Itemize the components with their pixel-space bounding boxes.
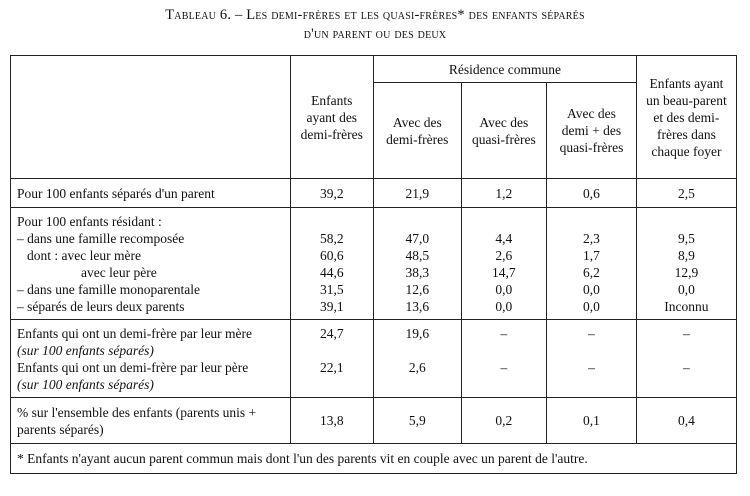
cell: 39,2: [290, 179, 373, 208]
cell: 47,0: [405, 230, 430, 246]
cell: 4,4: [495, 230, 513, 246]
header-group-residence: Résidence commune: [373, 56, 636, 83]
cell: 0,0: [495, 298, 513, 314]
cell: 0,0: [495, 281, 513, 297]
cell: 39,1: [319, 298, 344, 314]
cell: 5,9: [373, 398, 461, 444]
cell: 2,3: [583, 230, 600, 246]
header-col1: Enfants ayant des demi-frères: [290, 56, 373, 179]
group-col1: [290, 320, 373, 398]
cell: –: [588, 325, 595, 341]
cell: –: [683, 325, 690, 341]
title-line-1: Tableau 6. – Les demi-frères et les quasi-frères* des enfants séparés: [165, 7, 585, 23]
cell: 48,5: [405, 247, 430, 263]
cell: 21,9: [373, 179, 461, 208]
cell: 6,2: [583, 264, 600, 280]
cell: 22,1: [319, 359, 344, 375]
title-line-2: d'un parent ou des deux: [303, 26, 447, 42]
row-label: Enfants qui ont un demi-frère par leur père: [17, 359, 249, 375]
cell: 38,3: [405, 264, 430, 280]
header-row-1: [11, 56, 737, 83]
cell: 44,6: [319, 264, 344, 280]
cell: 13,8: [290, 398, 373, 444]
group-col1: [290, 208, 373, 320]
table-row: [11, 179, 737, 208]
cell: 12,6: [405, 281, 430, 297]
cell: 8,9: [677, 247, 695, 263]
cell: 1,7: [583, 247, 600, 263]
cell: 31,5: [319, 281, 344, 297]
table-row-group: [11, 320, 737, 398]
cell: Inconnu: [664, 298, 709, 314]
cell: 1,2: [461, 179, 547, 208]
header-col3: Avec des quasi-frères: [461, 83, 547, 179]
group-col3: [461, 208, 547, 320]
group-col4: [547, 320, 637, 398]
cell: 0,1: [547, 398, 637, 444]
header-col2: Avec des demi-frères: [373, 83, 461, 179]
cell: 58,2: [319, 230, 344, 246]
group-col3: [461, 320, 547, 398]
header-col5: Enfants ayant un beau-parent et des demi-frères dans chaque foyer: [636, 56, 736, 179]
group-col2: [373, 208, 461, 320]
cell: 60,6: [319, 247, 344, 263]
group-col4: [547, 208, 637, 320]
footnote-row: [11, 444, 737, 474]
cell: –: [500, 359, 508, 375]
cell: –: [683, 359, 690, 375]
cell: 2,6: [495, 247, 513, 263]
header-empty: [11, 56, 291, 179]
footnote: * Enfants n'ayant aucun parent commun mais dont l'un des parents vit en couple avec un parent de l'autre.: [11, 444, 737, 474]
cell: 0,0: [677, 281, 695, 297]
cell: 0,0: [583, 298, 600, 314]
cell: 13,6: [405, 298, 430, 314]
row-label: % sur l'ensemble des enfants (parents unis + parents séparés): [11, 398, 291, 444]
row-label: Enfants qui ont un demi-frère par leur mère: [17, 325, 253, 341]
header-col4: Avec des demi + des quasi-frères: [547, 83, 637, 179]
group-col5: [636, 208, 736, 320]
table-row-group: [11, 208, 737, 320]
cell: 0,2: [461, 398, 547, 444]
row-label: – dans une famille recomposée: [17, 230, 185, 246]
table-title: [0, 6, 750, 44]
row-label: – dans une famille monoparentale: [17, 281, 200, 297]
row-label: Pour 100 enfants séparés d'un parent: [11, 179, 291, 208]
cell: 0,4: [636, 398, 736, 444]
cell: 2,5: [636, 179, 736, 208]
cell: –: [500, 325, 508, 341]
table-row: [11, 398, 737, 444]
cell: 14,7: [492, 264, 516, 280]
row-label: – séparés de leurs deux parents: [17, 298, 185, 314]
group-labels: [11, 320, 291, 398]
group-labels: [11, 208, 291, 320]
group-title: Pour 100 enfants résidant :: [17, 213, 162, 229]
group-col2: [373, 320, 461, 398]
cell: 9,5: [677, 230, 695, 246]
cell: 0,0: [583, 281, 600, 297]
cell: 2,6: [408, 359, 426, 375]
row-label: dont : avec leur mère: [27, 247, 141, 263]
group-col5: [636, 320, 736, 398]
data-table: [10, 55, 737, 474]
cell: 19,6: [405, 325, 430, 341]
row-label: avec leur père: [81, 264, 157, 280]
cell: 24,7: [319, 325, 344, 341]
cell: –: [588, 359, 595, 375]
row-note: (sur 100 enfants séparés): [17, 342, 154, 358]
cell: 12,9: [674, 264, 699, 280]
cell: 0,6: [547, 179, 637, 208]
row-note: (sur 100 enfants séparés): [17, 376, 154, 392]
